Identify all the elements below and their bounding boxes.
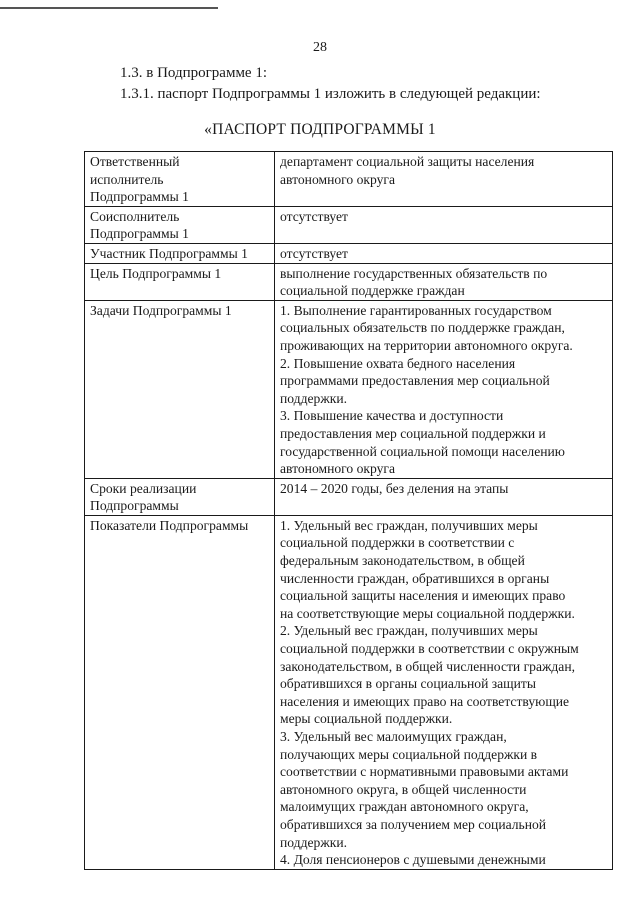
top-rule	[0, 7, 218, 9]
page-number: 28	[313, 40, 327, 55]
row-label-indicators: Показатели Подпрограммы	[85, 515, 275, 869]
table-row-tasks	[85, 300, 613, 478]
row-label-responsible: Ответственный исполнитель Подпрограммы 1	[85, 152, 275, 207]
passport-table	[84, 151, 613, 870]
row-value-participant: отсутствует	[275, 243, 613, 263]
row-value-terms: 2014 – 2020 годы, без деления на этапы	[275, 478, 613, 515]
row-label-coexecutor: Соисполнитель Подпрограммы 1	[85, 206, 275, 243]
row-value-responsible: департамент социальной защиты населения автономного округа	[275, 152, 613, 207]
intro-line-1: 1.3. в Подпрограмме 1:	[120, 65, 268, 81]
row-value-indicators: 1. Удельный вес граждан, получивших меры социальной поддержки в соответствии с федеральным законодательством, в общей численности граждан, обратившихся в органы социальной защиты населения и имеющих право на соответствующие меры социальной поддержки. 2. Удельный вес граждан, получивших меры социальной поддержки в соответствии с окружным законодательством, в общей численности граждан, обратившихся в органы социальной защиты населения и имеющих право на соответствующие меры социальной поддержки. 3. Удельный вес малоимущих граждан, получающих меры социальной поддержки в соответствии с нормативными правовыми актами автономного округа, в общей численности малоимущих граждан автономного округа, обратившихся за получением мер социальной поддержки. 4. Доля пенсионеров с душевыми денежными	[275, 515, 613, 869]
table-row-goal	[85, 263, 613, 300]
table-row-indicators	[85, 515, 613, 869]
row-label-participant: Участник Подпрограммы 1	[85, 243, 275, 263]
table-row-terms	[85, 478, 613, 515]
row-label-tasks: Задачи Подпрограммы 1	[85, 300, 275, 478]
intro-line-2: 1.3.1. паспорт Подпрограммы 1 изложить в следующей редакции:	[120, 86, 541, 102]
row-value-goal: выполнение государственных обязательств по социальной поддержке граждан	[275, 263, 613, 300]
row-value-tasks: 1. Выполнение гарантированных государством социальных обязательств по поддержке граждан, проживающих на территории автономного округа. 2. Повышение охвата бедного населения программами предоставления мер социальной поддержки. 3. Повышение качества и доступности предоставления мер социальной поддержки и государственной социальной помощи населению автономного округа	[275, 300, 613, 478]
table-row-coexecutor	[85, 206, 613, 243]
row-label-goal: Цель Подпрограммы 1	[85, 263, 275, 300]
table-row-responsible	[85, 152, 613, 207]
row-label-terms: Сроки реализации Подпрограммы	[85, 478, 275, 515]
passport-heading: «ПАСПОРТ ПОДПРОГРАММЫ 1	[204, 121, 436, 138]
row-value-coexecutor: отсутствует	[275, 206, 613, 243]
table-row-participant	[85, 243, 613, 263]
